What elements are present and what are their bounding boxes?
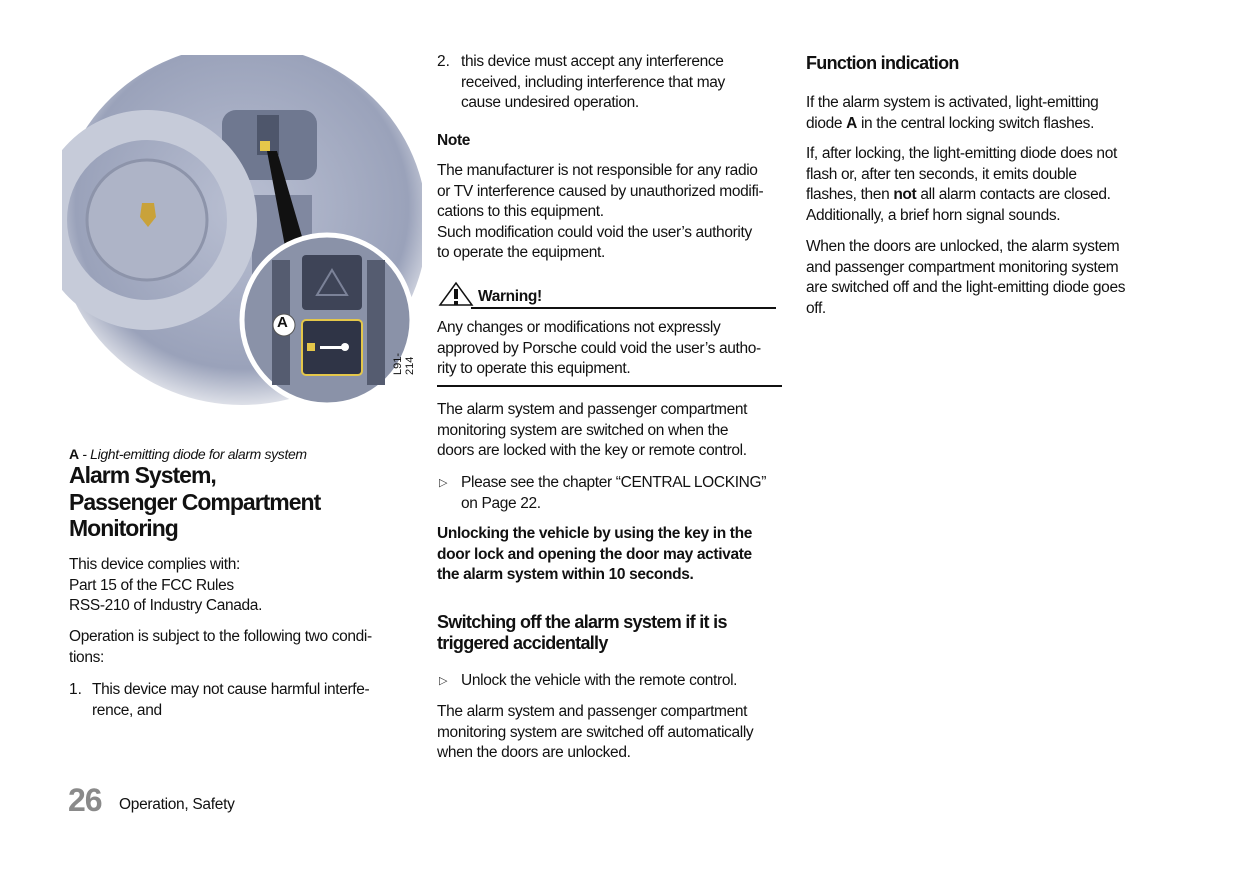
conditions-paragraph: Operation is subject to the following two condi- tions: [69,628,372,666]
dashboard-illustration [62,55,422,405]
figure-code: L91-214 [392,352,416,375]
callout-label-a: A [277,314,288,331]
figure-caption [69,423,419,464]
alarm-on-paragraph: The alarm system and passenger compartment monitoring system are switched on when the doors are locked with the key or remote control. [437,401,748,460]
emphasis-not: not [893,186,917,204]
activated-paragraph [806,93,1156,134]
bullet-triangle-icon: ▷ [439,477,448,489]
section-name: Operation, Safety [119,796,235,813]
note-heading: Note [437,132,471,149]
note-text: The manufacturer is not responsible for any radio or TV interference caused by unauthorized modifi- cations to this equipment. Such modification could void the user’s authority to operate the equipment. [437,162,764,262]
switching-off-heading: Switching off the alarm system if it is triggered accidentally [437,612,727,653]
warning-bottom-rule [437,385,782,387]
list-number-2: 2. [437,53,450,70]
text: If the alarm system is activated, light-emitting diode [806,94,1099,132]
warning-heading: Warning! [478,288,542,305]
unlock-instruction: Unlock the vehicle with the remote control. [461,672,738,689]
list-number-1: 1. [69,681,82,698]
caption-key: A [69,445,79,462]
bullet-triangle-icon: ▷ [439,675,448,687]
warning-text: Any changes or modifications not expressly approved by Porsche could void the user’s autho- rity to operate this equipment. [437,319,761,378]
locking-paragraph [806,144,1156,226]
diode-label: A [846,114,857,132]
unlocked-paragraph: When the doors are unlocked, the alarm system and passenger compartment monitoring system are switched off and the light-emitting diode goes off. [806,238,1126,317]
text: If, after locking, the light-emitting diode does not flash or, after ten seconds, it emits double flashes, then [806,145,1117,204]
unlocking-warning-paragraph: Unlocking the vehicle by using the key in the door lock and opening the door may activate the alarm system within 10 seconds. [437,525,752,584]
list-item-2: this device must accept any interference received, including interference that may cause undesired operation. [461,53,725,112]
warning-icon [438,281,476,307]
function-indication-heading: Function indication [806,53,959,73]
list-item-1: This device may not cause harmful interfe- rence, and [92,681,370,719]
page-title: Alarm System, Passenger Compartment Monitoring [69,462,321,541]
alarm-off-paragraph: The alarm system and passenger compartment monitoring system are switched off automatically when the doors are unlocked. [437,703,754,762]
text: all alarm contacts are closed. Additionally, a brief horn signal sounds. [806,186,1111,224]
caption-text: - Light-emitting diode for alarm system [78,445,307,462]
text: in the central locking switch flashes. [856,114,1095,132]
compliance-paragraph: This device complies with: Part 15 of the FCC Rules RSS-210 of Industry Canada. [69,556,263,615]
central-locking-reference: Please see the chapter “CENTRAL LOCKING” on Page 22. [461,474,767,512]
page-number: 26 [68,782,102,818]
warning-top-rule [471,307,776,309]
